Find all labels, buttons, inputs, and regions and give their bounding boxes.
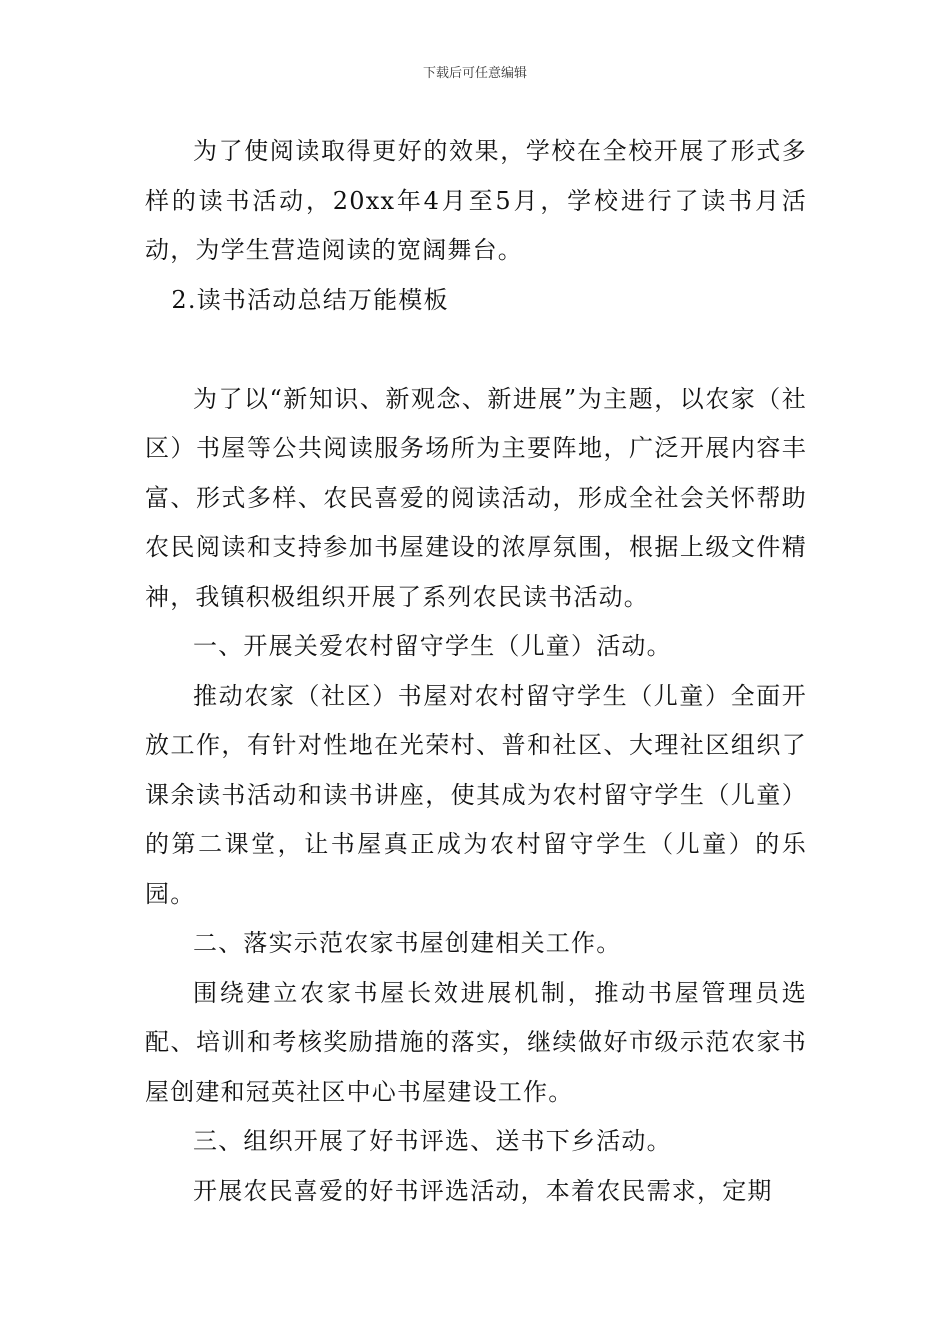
subheading-three: 三、组织开展了好书评选、送书下乡活动。	[193, 1127, 672, 1155]
subheading-one: 一、开展关爱农村留守学生（儿童）活动。	[193, 632, 672, 660]
paragraph-book-selection: 开展农民喜爱的好书评选活动，本着农民需求，定期	[193, 1176, 773, 1205]
document-body	[145, 127, 807, 1216]
paragraph-intro: 为了以“新知识、新观念、新进展”为主题，以农家（社区）书屋等公共阅读服务场所为主要阵地，广泛开展内容丰富、形式多样、农民喜爱的阅读活动，形成全社会关怀帮助农民阅读和支持参加书屋建设的浓厚氛围，根据上级文件精神，我镇积极组织开展了系列农民读书活动。	[145, 384, 807, 611]
subheading-two: 二、落实示范农家书屋创建相关工作。	[193, 929, 622, 957]
section-heading: 2.读书活动总结万能模板	[171, 285, 449, 314]
page-header: 下载后可任意编辑	[422, 66, 527, 81]
paragraph-reading-effect: 为了使阅读取得更好的效果，学校在全校开展了形式多样的读书活动，20xx年4月至5月，学校进行了读书月活动，为学生营造阅读的宽阔舞台。	[145, 137, 807, 264]
paragraph-left-behind-children: 推动农家（社区）书屋对农村留守学生（儿童）全面开放工作，有针对性地在光荣村、普和社区、大理社区组织了课余读书活动和读书讲座，使其成为农村留守学生（儿童）的第二课堂，让书屋真正成为农村留守学生（儿童）的乐园。	[145, 681, 807, 908]
paragraph-model-bookhouse: 围绕建立农家书屋长效进展机制，推动书屋管理员选配、培训和考核奖励措施的落实，继续做好市级示范农家书屋创建和冠英社区中心书屋建设工作。	[145, 978, 807, 1106]
